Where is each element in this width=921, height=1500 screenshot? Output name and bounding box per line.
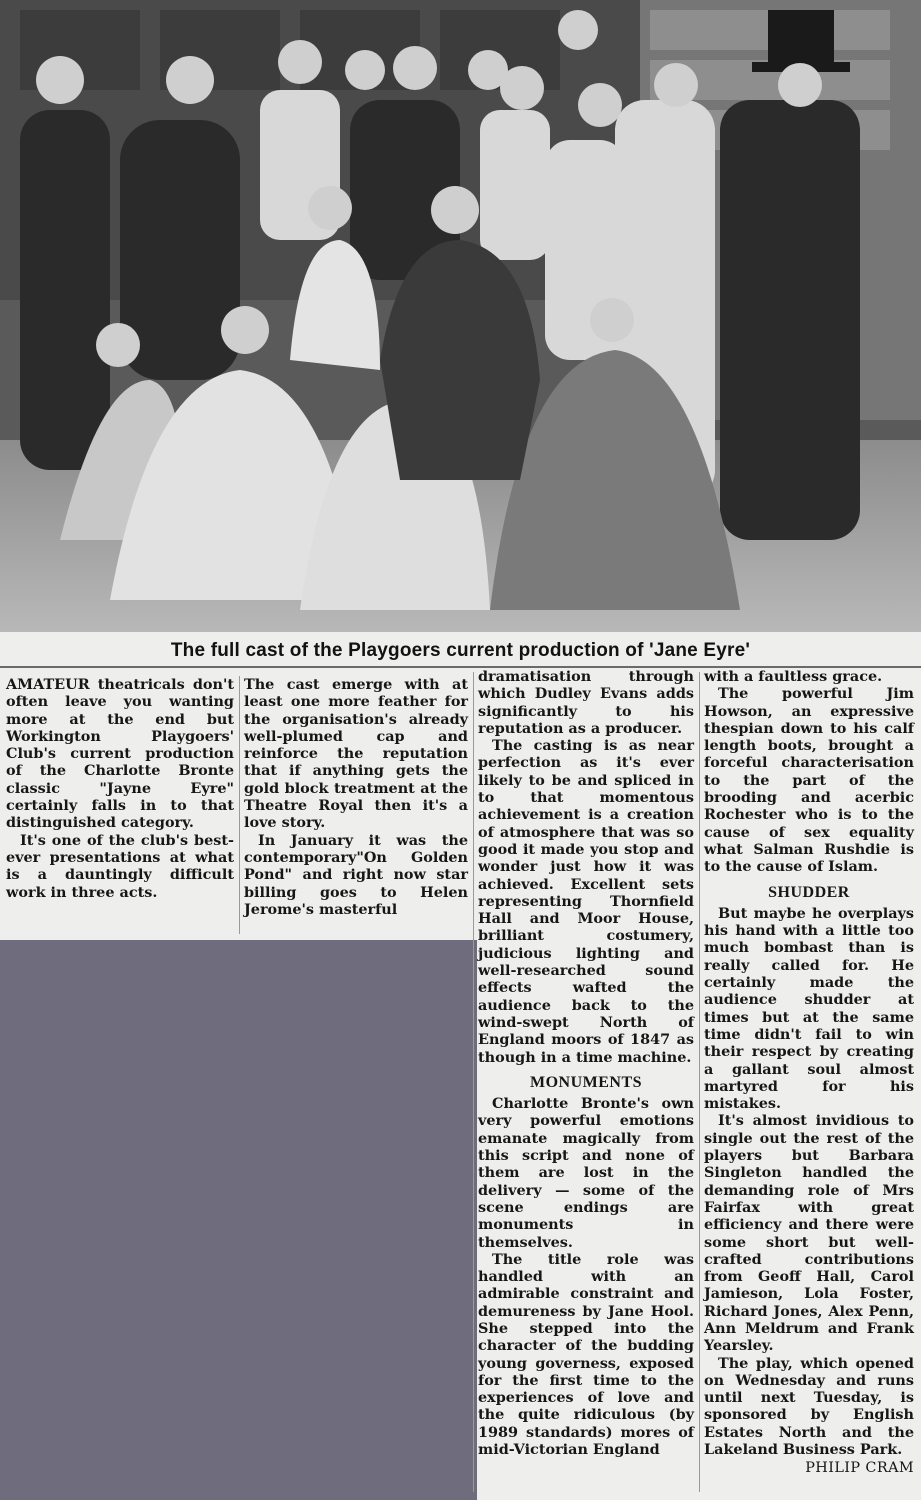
article-paragraph: The play, which opened on Wednesday and runs until next Tuesday, is sponsored by English Estates North and the Lakeland Business Park.: [704, 1354, 914, 1459]
article-paragraph: The casting is as near perfection as it's ever likely to be and spliced in to that momentous achievement is a creation of atmosphere that was so good it made you stop and wonder just how it was achieved. Excellent sets representing Thornfield Hall and Moor House, brilliant costumery, judicious lighting and well-researched sound effects wafted the audience back to the wind-swept North of England moors of 1847 as though in a time machine.: [478, 737, 694, 1066]
column-rule-3: [699, 672, 700, 1492]
article-paragraph: The title role was handled with an admirable constraint and demureness by Jane Hool. She stepped into the character of the budding young governess, exposed for the first time to the experiences of love and the quite ridiculous (by 1989 standards) mores of mid-Victorian England: [478, 1250, 694, 1459]
article-column-2: [244, 676, 468, 918]
column-rule-2: [473, 672, 474, 1492]
article-paragraph: But maybe he overplays his hand with a little too much bombast than is really called for. He certainly made the audience shudder at times but at the same time didn't fail to win their respect by creating a gallant soul almost martyred for his mistakes.: [704, 904, 914, 1113]
article-paragraph: Charlotte Bronte's own very powerful emotions emanate magically from this script and none of them are lost in the delivery — some of the scene endings are monuments in themselves.: [478, 1095, 694, 1251]
subheading-monuments: MONUMENTS: [529, 1073, 643, 1091]
article-paragraph: AMATEUR theatricals don't often leave you wanting more at the end but Workington Playgoers' Club's current production of the Charlotte Bronte classic "Jayne Eyre" certainly falls in to that distinguished category.: [6, 676, 234, 832]
article-paragraph: with a faultless grace.: [704, 668, 883, 685]
column-rule-1: [239, 676, 240, 934]
article-paragraph: The cast emerge with at least one more feather for the organisation's already well-plumed cap and reinforce the reputation that if anything gets the gold block treatment at the Theatre Royal then it's a love story.: [244, 676, 468, 832]
byline: PHILIP CRAM: [805, 1460, 914, 1477]
article-paragraph: dramatisation through which Dudley Evans adds significantly to his reputation as a producer.: [478, 668, 694, 737]
article-paragraph: It's almost invidious to single out the rest of the players but Barbara Singleton handled the demanding role of Mrs Fairfax with great efficiency and there were some short but well-crafted contributions from Geoff Hall, Carol Jamieson, Lola Foster, Richard Jones, Alex Penn, Ann Meldrum and Frank Yearsley.: [704, 1112, 914, 1355]
cast-photograph: [0, 0, 921, 632]
cast-photo-graphic: [0, 0, 921, 632]
article-paragraph: It's one of the club's best-ever presentations at what is a dauntingly difficult work in three acts.: [6, 831, 234, 901]
article-column-3: [478, 668, 694, 1458]
article-column-1: [6, 676, 234, 901]
article-paragraph: The powerful Jim Howson, an expressive thespian down to his calf length boots, brought a forceful characterisation to the part of the brooding and acerbic Rochester who is to the cause of sex equality what Salman Rushdie is to the cause of Islam.: [704, 685, 914, 876]
subheading-shudder: SHUDDER: [768, 883, 850, 901]
article-column-4: [704, 668, 914, 1478]
background-gap: [0, 940, 477, 1500]
photo-caption: The full cast of the Playgoers current production of 'Jane Eyre': [170, 640, 751, 661]
article-paragraph: In January it was the contemporary"On Golden Pond" and right now star billing goes to Helen Jerome's masterful: [244, 831, 468, 918]
